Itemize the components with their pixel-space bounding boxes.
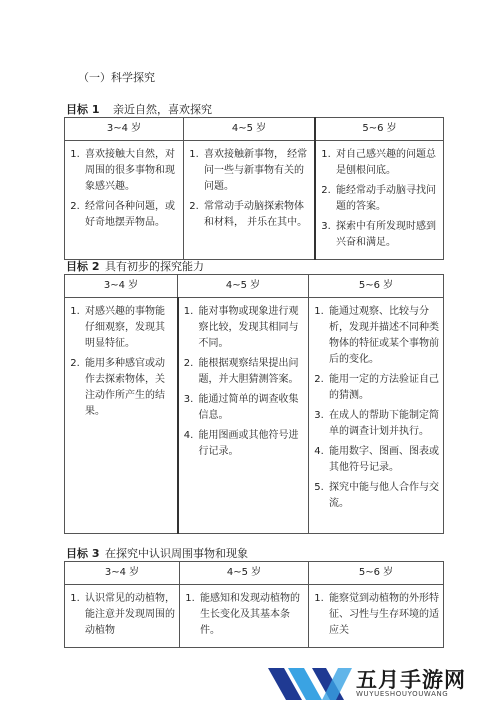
list-item: 2. 能经常动手动脑寻找问题的答案。 bbox=[334, 183, 439, 215]
list-item: 2. 能用多种感官或动作去探索物体，关注动作所产生的结果。 bbox=[83, 356, 173, 420]
goal-3-header-2: 5~6 岁 bbox=[309, 562, 444, 585]
goal-2-col-2 bbox=[309, 298, 444, 534]
goal-1-col-1 bbox=[184, 141, 316, 260]
list-item: 2. 能用一定的方法验证自己的猜测。 bbox=[327, 372, 439, 404]
list-item: 1. 喜欢接触大自然，对周围的很多事物和现象感兴趣。 bbox=[83, 147, 179, 195]
goal-2-col-1 bbox=[178, 298, 309, 534]
list-item: 3. 在成人的帮助下能制定简单的调查计划并执行。 bbox=[327, 408, 439, 440]
goal-1-header-2: 5~6 岁 bbox=[315, 118, 444, 141]
goal-3-text: 在探究中认识周围事物和现象 bbox=[104, 547, 248, 560]
goal-3-header-0: 3~4 岁 bbox=[65, 562, 180, 585]
goal-1-header-0: 3~4 岁 bbox=[65, 118, 184, 141]
goal-1-text: 亲近自然，喜欢探究 bbox=[112, 103, 212, 116]
list-item: 2. 经常问各种问题，或好奇地摆弄物品。 bbox=[83, 199, 179, 231]
goal-2-header-2: 5~6 岁 bbox=[309, 275, 444, 298]
goal-2-header-0: 3~4 岁 bbox=[65, 275, 178, 298]
list-item: 2. 常常动手动脑探索物体和材料， 并乐在其中。 bbox=[202, 199, 310, 231]
watermark-url: WUYUESHOUYOUWANG bbox=[356, 690, 449, 698]
goal-1-heading bbox=[66, 101, 212, 117]
goal-3-col-0 bbox=[65, 585, 180, 648]
goal-3-label: 目标 3 bbox=[66, 547, 100, 560]
list-item: 1. 能感知和发现动植物的生长变化及其基本条件。 bbox=[198, 591, 304, 639]
list-item: 5. 探究中能与他人合作与交流。 bbox=[327, 480, 439, 512]
list-item: 1. 对自己感兴趣的问题总是刨根问底。 bbox=[334, 147, 439, 179]
list-item: 4. 能用图画或其他符号进行记录。 bbox=[197, 428, 305, 460]
goal-2-heading bbox=[66, 258, 204, 274]
goal-1-table bbox=[64, 117, 444, 260]
list-item: 1. 认识常见的动植物，能注意并发现周围的动植物 bbox=[83, 591, 175, 639]
goal-3-table bbox=[64, 561, 444, 648]
goal-1-col-2 bbox=[315, 141, 444, 260]
list-item: 3. 探索中有所发现时感到兴奋和满足。 bbox=[334, 219, 439, 251]
goal-1-col-0 bbox=[65, 141, 184, 260]
list-item: 3. 能通过简单的调查收集信息。 bbox=[197, 392, 305, 424]
goal-1-label: 目标 1 bbox=[66, 103, 100, 116]
goal-3-header-1: 4~5 岁 bbox=[180, 562, 309, 585]
list-item: 1. 能对事物或现象进行观察比较，发现其相同与不同。 bbox=[197, 304, 305, 352]
goal-3-col-2 bbox=[309, 585, 444, 648]
list-item: 1. 对感兴趣的事物能仔细观察，发现其明显特征。 bbox=[83, 304, 173, 352]
goal-1-header-1: 4~5 岁 bbox=[184, 118, 316, 141]
list-item: 1. 喜欢接触新事物， 经常问一些与新事物有关的问题。 bbox=[202, 147, 310, 195]
list-item: 1. 能通过观察、比较与分析，发现并描述不同种类物体的特征或某个事物前后的变化。 bbox=[327, 304, 439, 368]
goal-2-text: 具有初步的探究能力 bbox=[104, 260, 204, 273]
section-title: （一）科学探究 bbox=[78, 71, 155, 84]
goal-2-label: 目标 2 bbox=[66, 260, 100, 273]
goal-2-table bbox=[64, 274, 444, 534]
list-item: 4. 能用数字、图画、图表或其他符号记录。 bbox=[327, 444, 439, 476]
list-item: 2. 能根据观察结果提出问题，并大胆猜测答案。 bbox=[197, 356, 305, 388]
list-item: 1. 能察觉到动植物的外形特征、习性与生存环境的适应关 bbox=[327, 591, 439, 639]
watermark-name: 五月手游网 bbox=[356, 668, 466, 692]
goal-2-col-0 bbox=[65, 298, 178, 534]
goal-2-header-1: 4~5 岁 bbox=[178, 275, 309, 298]
goal-3-heading bbox=[66, 545, 248, 561]
goal-3-col-1 bbox=[180, 585, 309, 648]
